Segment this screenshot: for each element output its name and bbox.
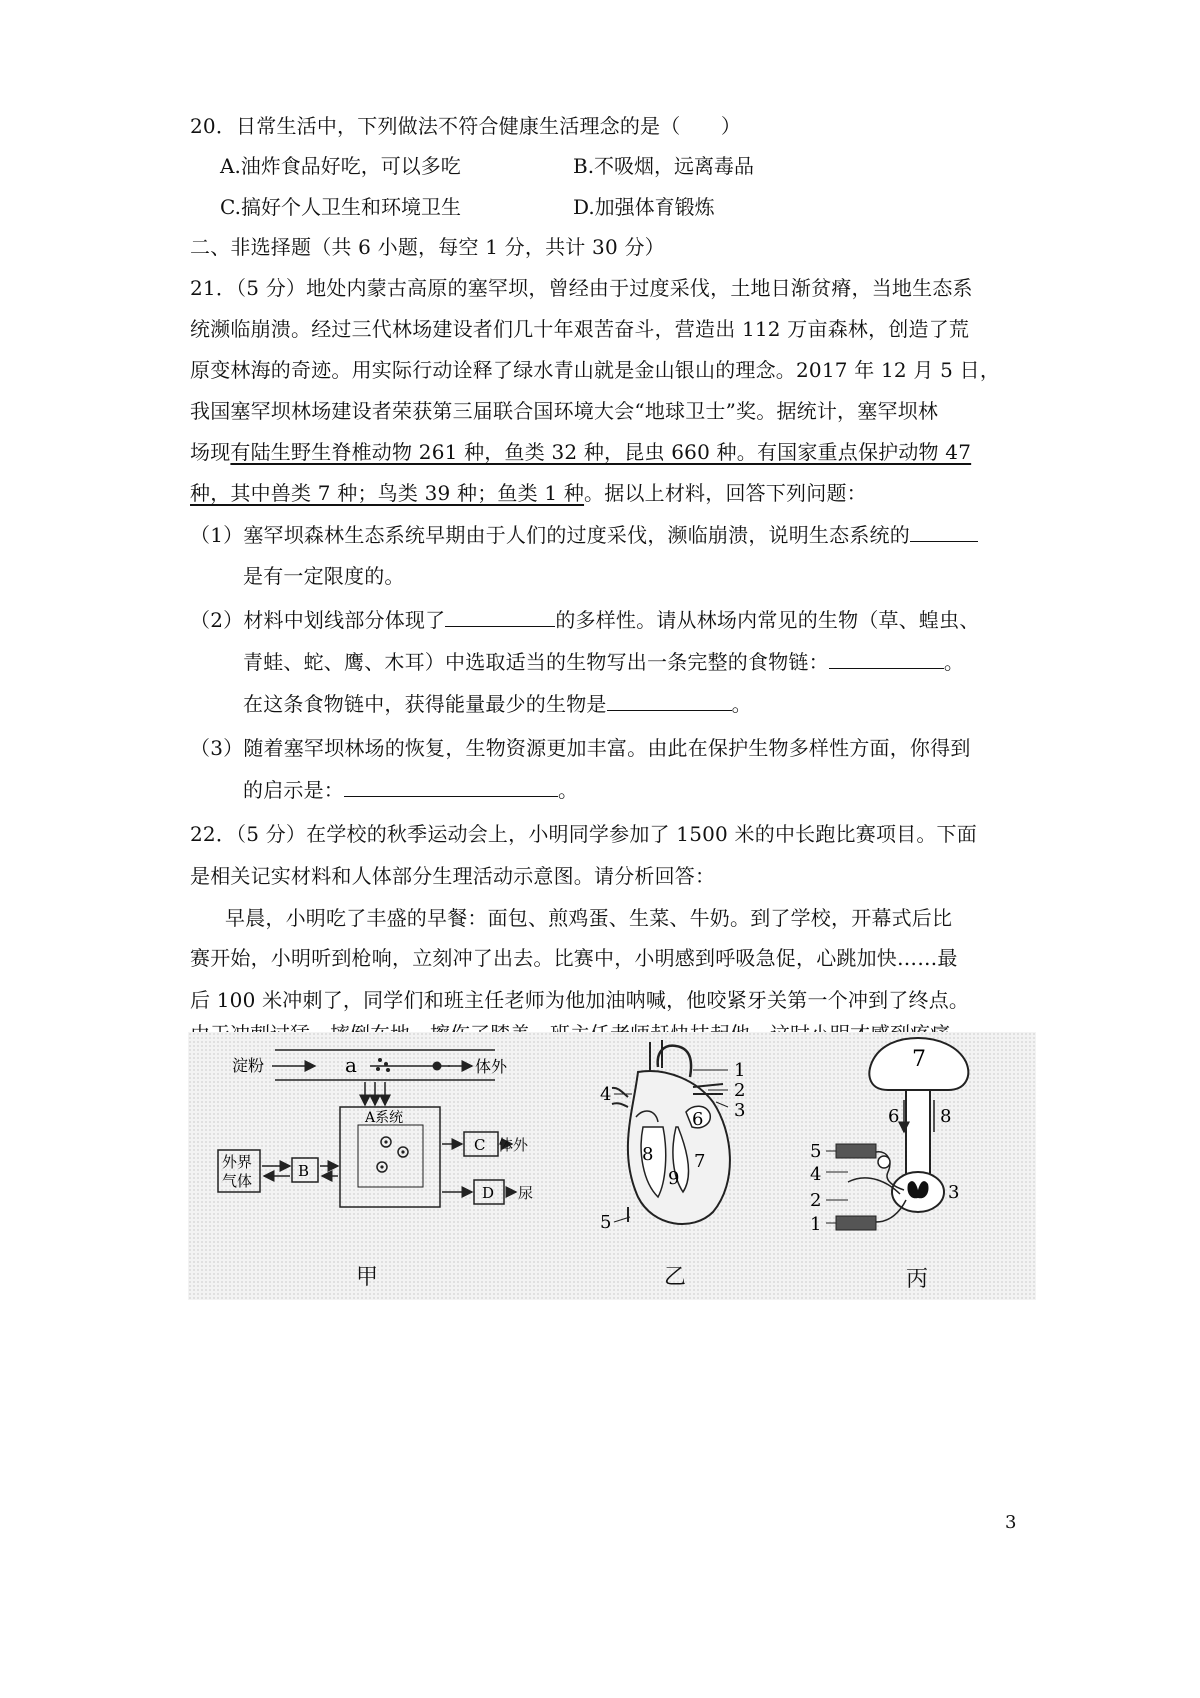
caption-jia: 甲	[356, 1265, 379, 1290]
label-b: B	[298, 1162, 310, 1180]
heart-label-7: 7	[694, 1151, 706, 1172]
q21-line-5-prefix: 场现	[190, 440, 231, 464]
q21-sub2-period-1: 。	[943, 650, 965, 674]
figure-panel	[188, 1032, 1036, 1300]
diagram-yi-heart	[598, 1032, 768, 1257]
label-outside-2: 体外	[498, 1136, 529, 1154]
q21-line-3: 原变林海的奇迹。用实际行动诠释了绿水青山就是金山银山的理念。2017 年 12 月 5 日，	[190, 358, 1001, 382]
label-system-a: A系统	[365, 1110, 404, 1126]
answer-blank-5[interactable]	[344, 776, 558, 797]
q21-line-2: 统濒临崩溃。经过三代林场建设者们几十年艰苦奋斗，营造出 112 万亩森林，创造了荒	[190, 317, 970, 341]
q20-option-b: B.不吸烟，远离毒品	[573, 154, 755, 178]
q21-sub3-text: 的启示是：	[243, 778, 344, 802]
q22-line-1: 22．（5 分）在学校的秋季运动会上，小明同学参加了 1500 米的中长跑比赛项目。下面	[190, 822, 977, 846]
q21-sub1-text: （1）塞罕坝森林生态系统早期由于人们的过度采伐，濒临崩溃，说明生态系统的	[190, 523, 910, 547]
q21-sub2-text-pre: （2）材料中划线部分体现了	[190, 608, 446, 632]
heart-label-2: 2	[734, 1080, 746, 1101]
reflex-label-4: 4	[810, 1164, 822, 1185]
q21-sub2-food-chain-text: 青蛙、蛇、鹰、木耳）中选取适当的生物写出一条完整的食物链：	[243, 650, 829, 674]
reflex-label-7: 7	[912, 1047, 926, 1072]
heart-label-9: 9	[668, 1168, 680, 1189]
heart-label-8: 8	[642, 1144, 654, 1165]
reflex-label-5: 5	[810, 1141, 822, 1162]
label-gas-1: 外界	[222, 1153, 253, 1171]
answer-blank-3[interactable]	[829, 648, 944, 669]
q21-line-6-suffix: 。据以上材料，回答下列问题：	[584, 481, 867, 505]
q21-sub1-line-a	[190, 521, 978, 549]
q22-line-6-cut-off	[190, 1020, 1050, 1032]
q21-sub2-line-a	[190, 606, 980, 634]
reflex-label-3: 3	[948, 1182, 960, 1203]
label-outside-1: 体外	[475, 1057, 508, 1076]
answer-blank-2[interactable]	[445, 606, 555, 627]
q20-option-d: D.加强体育锻炼	[573, 195, 715, 219]
q21-sub1-line-b: 是有一定限度的。	[243, 564, 405, 588]
heart-label-5: 5	[600, 1212, 612, 1233]
q21-underlined-text-2: 种，其中兽类 7 种；鸟类 39 种；鱼类 1 种	[190, 481, 585, 505]
reflex-label-1: 1	[810, 1214, 822, 1235]
q21-sub2-text-post: 的多样性。请从林场内常见的生物（草、蝗虫、	[555, 608, 980, 632]
reflex-label-2: 2	[810, 1190, 822, 1211]
heart-label-1: 1	[734, 1060, 746, 1081]
q22-line-2: 是相关记实材料和人体部分生理活动示意图。请分析回答：	[190, 864, 716, 888]
q21-line-4: 我国塞罕坝林场建设者荣获第三届联合国环境大会“地球卫士”奖。据统计，塞罕坝林	[190, 399, 939, 423]
label-urine: 尿	[518, 1184, 534, 1202]
label-a: a	[345, 1053, 357, 1077]
q22-line-5: 后 100 米冲刺了，同学们和班主任老师为他加油呐喊，他咬紧牙关第一个冲到了终点。	[190, 988, 970, 1012]
reflex-label-6: 6	[888, 1106, 900, 1127]
caption-yi: 乙	[664, 1265, 687, 1290]
page-number: 3	[1005, 1512, 1017, 1533]
q21-sub3-line-a: （3）随着塞罕坝林场的恢复，生物资源更加丰富。由此在保护生物多样性方面，你得到	[190, 736, 971, 760]
q20-option-a: A.油炸食品好吃，可以多吃	[220, 154, 461, 178]
answer-blank-4[interactable]	[607, 690, 732, 711]
q20-stem: 20．日常生活中，下列做法不符合健康生活理念的是（ ）	[190, 114, 742, 138]
q22-line-4: 赛开始，小明听到枪响，立刻冲了出去。比赛中，小明感到呼吸急促，心跳加快……最	[190, 946, 958, 970]
caption-bing: 丙	[906, 1267, 929, 1292]
label-d: D	[482, 1184, 495, 1202]
label-starch: 淀粉	[232, 1056, 265, 1075]
q21-underlined-text-1: 有陆生野生脊椎动物 261 种，鱼类 32 种，昆虫 660 种。有国家重点保护动物 47	[230, 440, 972, 464]
q22-line-3: 早晨，小明吃了丰盛的早餐：面包、煎鸡蛋、生菜、牛奶。到了学校，开幕式后比	[225, 906, 953, 930]
q21-sub2-period-2: 。	[731, 692, 752, 716]
heart-label-6: 6	[692, 1109, 704, 1130]
q21-sub3-line-b	[243, 776, 578, 804]
label-c: C	[474, 1136, 486, 1154]
q21-sub2-line-c	[243, 690, 752, 718]
q21-line-5	[190, 438, 971, 466]
label-gas-2: 气体	[222, 1172, 253, 1190]
q20-option-c: C.搞好个人卫生和环境卫生	[220, 195, 461, 219]
q21-sub2-energy-text: 在这条食物链中，获得能量最少的生物是	[243, 692, 607, 716]
q21-sub3-period: 。	[558, 778, 579, 802]
heart-label-4: 4	[600, 1084, 612, 1105]
q21-line-6	[190, 479, 867, 507]
q21-sub2-line-b	[243, 648, 964, 676]
section-heading: 二、非选择题（共 6 小题，每空 1 分，共计 30 分）	[190, 235, 665, 259]
heart-label-3: 3	[734, 1100, 746, 1121]
diagram-bing-reflex	[808, 1032, 1018, 1257]
q21-line-1: 21．（5 分）地处内蒙古高原的塞罕坝，曾经由于过度采伐，土地日渐贫瘠，当地生态系	[190, 276, 973, 300]
diagram-jia	[210, 1032, 520, 1257]
reflex-label-8: 8	[940, 1106, 952, 1127]
answer-blank-1[interactable]	[910, 521, 978, 542]
